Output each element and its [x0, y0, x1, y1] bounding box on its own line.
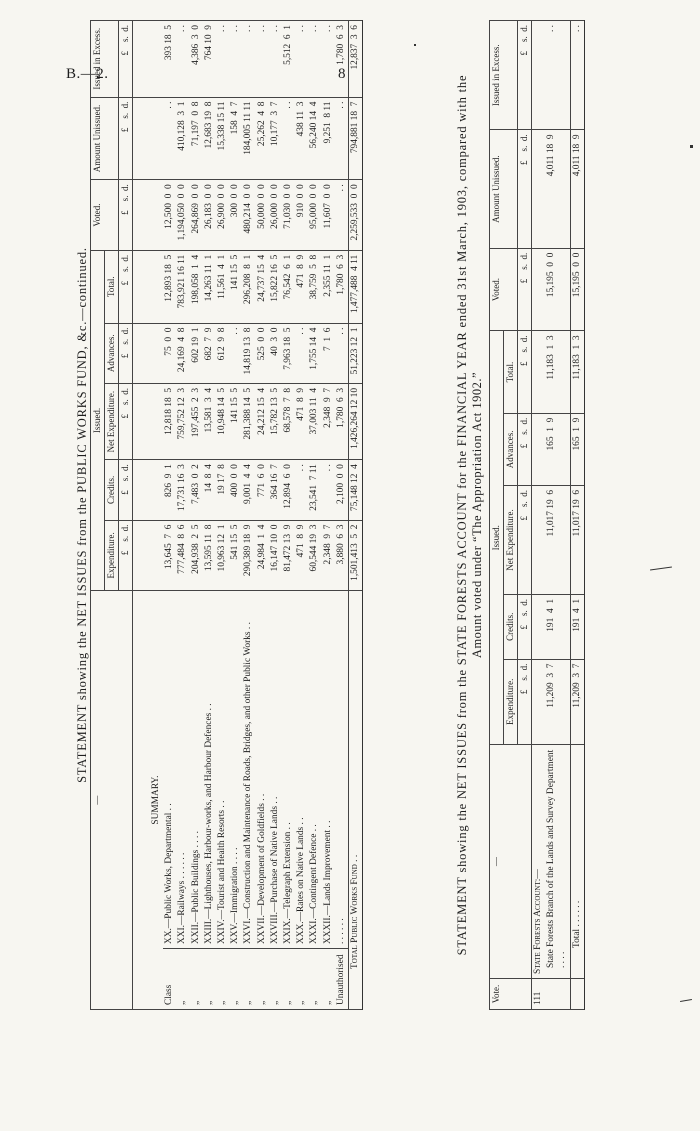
unit-header: £ s. d. — [119, 460, 133, 520]
vote-number: 111 — [532, 979, 571, 1010]
class-cell: „ — [242, 949, 255, 1010]
voted-cell: 910 0 0 — [295, 180, 308, 251]
excess-cell: 5,512 6 1 — [282, 21, 295, 98]
excess-cell: . . — [308, 21, 321, 98]
account-label: State Forests Account:— — [532, 745, 546, 979]
row-description: State Forests Branch of the Lands and Survey Department . . . . — [545, 745, 570, 979]
class-cell: „ — [216, 949, 229, 1010]
net-cell: 13,581 3 4 — [203, 383, 216, 459]
total-cell: 11,561 4 1 — [216, 250, 229, 323]
unit-header: £ s. d. — [518, 659, 532, 744]
excess-cell: . . — [242, 21, 255, 98]
row-description: XXII.—Public Buildings . . . . — [190, 591, 203, 949]
row-description: XXIII.—Lighthouses, Harbour-works, and Harbour Defences . . — [203, 591, 216, 949]
unit-header: £ s. d. — [518, 485, 532, 594]
expenditure-cell: 60,544 19 3 — [308, 520, 321, 591]
total-label: Total Public Works Fund . . — [349, 591, 363, 1010]
total-cell: 38,759 5 8 — [308, 250, 321, 323]
advances-cell: . . — [229, 323, 242, 383]
total-label: Total . . . . . . — [570, 745, 584, 979]
advances-cell: 165 1 9 — [570, 413, 584, 485]
table-row — [308, 21, 321, 1010]
excess-cell: 393 18 5 — [163, 21, 176, 98]
credits-cell: 364 16 7 — [269, 460, 282, 520]
total-header: Total. — [504, 331, 518, 413]
voted-cell: 26,000 0 0 — [269, 180, 282, 251]
voted-cell: 2,259,533 0 0 — [349, 180, 363, 251]
net-cell: 281,388 14 5 — [242, 383, 255, 459]
net-cell: 11,017 19 6 — [570, 485, 584, 594]
blank-header: — — [490, 745, 532, 979]
advances-cell: 602 19 1 — [190, 323, 203, 383]
excess-cell: . . — [176, 21, 189, 98]
net-cell: 759,752 12 3 — [176, 383, 189, 459]
table-row — [242, 21, 255, 1010]
voted-cell: 300 0 0 — [229, 180, 242, 251]
table2-subtitle: Amount voted under “The Appropriation Act 1902.” — [470, 371, 484, 659]
expenditure-header: Expenditure. — [504, 659, 518, 744]
advances-cell: . . — [335, 323, 349, 383]
voted-header: Voted. — [490, 248, 518, 331]
unit-header: £ s. d. — [518, 331, 532, 413]
expenditure-cell: 81,472 13 9 — [282, 520, 295, 591]
credits-cell: 17,731 16 3 — [176, 460, 189, 520]
net-cell: 1,780 6 3 — [335, 383, 349, 459]
advances-cell: 612 9 8 — [216, 323, 229, 383]
credits-cell: 19 17 8 — [216, 460, 229, 520]
unissued-cell: 71,197 0 8 — [190, 97, 203, 180]
voted-header: Voted. — [91, 180, 119, 251]
total-cell: 141 15 5 — [229, 250, 242, 323]
expenditure-cell: 471 8 9 — [295, 520, 308, 591]
unissued-cell: 4,011 18 9 — [545, 130, 570, 248]
class-cell: „ — [203, 949, 216, 1010]
total-cell: 783,921 16 11 — [176, 250, 189, 323]
total-row — [570, 21, 584, 1010]
credits-cell: 7,483 0 2 — [190, 460, 203, 520]
unissued-cell: 25,262 4 8 — [256, 97, 269, 180]
net-cell: 24,212 15 4 — [256, 383, 269, 459]
unit-header: £ s. d. — [518, 594, 532, 659]
unit-header: £ s. d. — [119, 520, 133, 591]
net-cell: 15,782 13 5 — [269, 383, 282, 459]
excess-cell: . . — [256, 21, 269, 98]
unit-header: £ s. d. — [119, 323, 133, 383]
credits-cell: 14 8 4 — [203, 460, 216, 520]
unissued-cell: . . — [163, 97, 176, 180]
expenditure-cell: 10,963 12 1 — [216, 520, 229, 591]
scan-mark — [414, 44, 416, 46]
voted-cell: 50,000 0 0 — [256, 180, 269, 251]
credits-header: Credits. — [504, 594, 518, 659]
expenditure-cell: 11,209 3 7 — [570, 659, 584, 744]
unit-header: £ s. d. — [518, 413, 532, 485]
expenditure-cell: 2,348 9 7 — [322, 520, 335, 591]
total-cell: 14,263 11 1 — [203, 250, 216, 323]
total-row — [349, 21, 363, 1010]
voted-cell: 26,183 0 0 — [203, 180, 216, 251]
row-description: XXVII.—Development of Goldfields . . — [256, 591, 269, 949]
unissued-cell: 158 4 7 — [229, 97, 242, 180]
excess-cell: . . — [545, 21, 570, 130]
net-header: Net Expenditure. — [105, 383, 119, 459]
row-description: XX.—Public Works, Departmental . . — [163, 591, 176, 949]
row-description: XXIV.—Tourist and Health Resorts . . — [216, 591, 229, 949]
advances-cell: 24,169 4 8 — [176, 323, 189, 383]
public-works-statement — [75, 20, 445, 1010]
unissued-cell: 4,011 18 9 — [570, 130, 584, 248]
unit-header: £ s. d. — [119, 97, 133, 180]
credits-cell: . . — [295, 460, 308, 520]
total-cell: 296,208 8 1 — [242, 250, 255, 323]
credits-cell: 12,894 6 0 — [282, 460, 295, 520]
row-description: XXXI.—Contingent Defence . . — [308, 591, 321, 949]
unit-header: £ s. d. — [518, 21, 532, 130]
table-row — [295, 21, 308, 1010]
class-cell: Class — [163, 949, 176, 1010]
unit-header: £ s. d. — [518, 248, 532, 331]
scan-mark — [690, 145, 693, 148]
expenditure-cell: 16,147 10 0 — [269, 520, 282, 591]
advances-cell: 682 7 9 — [203, 323, 216, 383]
unit-header: £ s. d. — [119, 180, 133, 251]
row-description: XXV.—Immigration . . . . — [229, 591, 242, 949]
total-cell: 76,542 6 1 — [282, 250, 295, 323]
table-row — [335, 21, 349, 1010]
credits-cell: . . — [322, 460, 335, 520]
class-cell: „ — [322, 949, 335, 1010]
net-cell: 141 15 5 — [229, 383, 242, 459]
advances-cell: 1,755 14 4 — [308, 323, 321, 383]
voted-cell: 15,195 0 0 — [570, 248, 584, 331]
table-row — [216, 21, 229, 1010]
unissued-header: Amount Unissued. — [490, 130, 518, 248]
table-row — [229, 21, 242, 1010]
expenditure-header: Expenditure. — [105, 520, 119, 591]
unissued-cell: 794,881 18 7 — [349, 97, 363, 180]
unissued-cell: 410,128 3 1 — [176, 97, 189, 180]
vote-header: Vote. — [490, 979, 532, 1010]
class-cell: „ — [229, 949, 242, 1010]
unissued-cell: 9,251 8 11 — [322, 97, 335, 180]
table-row — [269, 21, 282, 1010]
excess-cell: 1,780 6 3 — [335, 21, 349, 98]
unissued-cell: 10,177 3 7 — [269, 97, 282, 180]
voted-cell: 15,195 0 0 — [545, 248, 570, 331]
expenditure-cell: 204,938 2 5 — [190, 520, 203, 591]
table-row — [163, 21, 176, 1010]
row-description: XXIX.—Telegraph Extension . . — [282, 591, 295, 949]
unit-header: £ s. d. — [119, 21, 133, 98]
unissued-cell: . . — [282, 97, 295, 180]
advances-cell: 525 0 0 — [256, 323, 269, 383]
row-description: XXXII.—Lands Improvement . . — [322, 591, 335, 949]
public-works-table — [90, 20, 363, 1010]
row-description: XXX.—Rates on Native Lands . . — [295, 591, 308, 949]
net-cell: 471 8 9 — [295, 383, 308, 459]
unit-header: £ s. d. — [119, 383, 133, 459]
credits-cell: 23,541 7 11 — [308, 460, 321, 520]
voted-cell: 1,194,050 0 0 — [176, 180, 189, 251]
net-cell: 68,578 7 8 — [282, 383, 295, 459]
voted-cell: 264,869 0 0 — [190, 180, 203, 251]
table-row — [203, 21, 216, 1010]
advances-cell: 51,223 12 1 — [349, 323, 363, 383]
expenditure-cell: 24,984 1 4 — [256, 520, 269, 591]
expenditure-cell: 11,209 3 7 — [545, 659, 570, 744]
total-cell: 198,058 1 4 — [190, 250, 203, 323]
expenditure-cell: 3,880 6 3 — [335, 520, 349, 591]
voted-cell: 26,900 0 0 — [216, 180, 229, 251]
total-cell: 1,477,488 4 11 — [349, 250, 363, 323]
excess-cell: 12,837 3 6 — [349, 21, 363, 98]
class-cell: „ — [176, 949, 189, 1010]
advances-cell: 14,819 13 8 — [242, 323, 255, 383]
unit-header: £ s. d. — [119, 250, 133, 323]
expenditure-cell: 777,484 8 6 — [176, 520, 189, 591]
total-cell: 11,183 1 3 — [545, 331, 570, 413]
row-description: XXVIII.—Purchase of Native Lands . . — [269, 591, 282, 949]
advances-header: Advances. — [504, 413, 518, 485]
net-cell: 12,818 18 5 — [163, 383, 176, 459]
total-cell: 15,822 16 5 — [269, 250, 282, 323]
advances-cell: 7 1 6 — [322, 323, 335, 383]
total-cell: 11,183 1 3 — [570, 331, 584, 413]
advances-cell: . . — [295, 323, 308, 383]
expenditure-cell: 13,645 7 6 — [163, 520, 176, 591]
voted-cell: 71,030 0 0 — [282, 180, 295, 251]
excess-cell: 764 10 9 — [203, 21, 216, 98]
total-cell: 471 8 9 — [295, 250, 308, 323]
net-cell: 10,948 14 5 — [216, 383, 229, 459]
credits-cell: 191 4 1 — [570, 594, 584, 659]
state-forests-statement — [455, 20, 680, 1010]
blank-header: — — [91, 591, 133, 1010]
table1-title: STATEMENT showing the NET ISSUES from the PUBLIC WORKS FUND, &c.—continued. — [75, 247, 89, 783]
unit-header: £ s. d. — [518, 130, 532, 248]
class-cell: „ — [190, 949, 203, 1010]
unissued-cell: . . — [335, 97, 349, 180]
excess-cell: . . — [269, 21, 282, 98]
voted-cell: 12,500 0 0 — [163, 180, 176, 251]
credits-cell: 9,001 4 4 — [242, 460, 255, 520]
excess-header: Issued in Excess. — [91, 21, 119, 98]
class-cell: Unauthorised — [335, 949, 349, 1010]
excess-header: Issued in Excess. — [490, 21, 518, 130]
unissued-cell: 56,240 14 4 — [308, 97, 321, 180]
net-header: Net Expenditure. — [504, 485, 518, 594]
issued-header: Issued. — [91, 250, 105, 590]
table-row — [256, 21, 269, 1010]
total-cell: 1,780 6 3 — [335, 250, 349, 323]
state-forests-table — [489, 20, 585, 1010]
advances-cell: 7,963 18 5 — [282, 323, 295, 383]
voted-cell: 480,214 0 0 — [242, 180, 255, 251]
total-cell: 2,355 11 1 — [322, 250, 335, 323]
unissued-cell: 12,683 19 8 — [203, 97, 216, 180]
voted-cell: 95,000 0 0 — [308, 180, 321, 251]
credits-cell: 771 6 0 — [256, 460, 269, 520]
expenditure-cell: 1,501,413 5 2 — [349, 520, 363, 591]
table-row — [176, 21, 189, 1010]
expenditure-cell: 13,595 11 8 — [203, 520, 216, 591]
advances-header: Advances. — [105, 323, 119, 383]
credits-cell: 191 4 1 — [545, 594, 570, 659]
table-row — [190, 21, 203, 1010]
excess-cell: . . — [295, 21, 308, 98]
class-cell: „ — [282, 949, 295, 1010]
advances-cell: 165 1 9 — [545, 413, 570, 485]
voted-cell: 11,607 0 0 — [322, 180, 335, 251]
row-description: . . . . . . — [335, 591, 349, 949]
row-description: XXVI.—Construction and Maintenance of Roads, Bridges, and other Public Works . . — [242, 591, 255, 949]
total-header: Total. — [105, 250, 119, 323]
unissued-cell: 184,005 11 11 — [242, 97, 255, 180]
net-cell: 197,455 2 3 — [190, 383, 203, 459]
table-row — [282, 21, 295, 1010]
row-description: XXI.—Railways . . . . . . — [176, 591, 189, 949]
page-reference: B.—2. — [66, 66, 109, 82]
credits-cell: 826 9 1 — [163, 460, 176, 520]
excess-cell: . . — [322, 21, 335, 98]
voted-cell: . . — [335, 180, 349, 251]
advances-cell: 75 0 0 — [163, 323, 176, 383]
net-cell: 2,348 9 7 — [322, 383, 335, 459]
total-cell: 12,893 18 5 — [163, 250, 176, 323]
net-cell: 1,426,264 12 10 — [349, 383, 363, 459]
table2-title: STATEMENT showing the NET ISSUES from the STATE FORESTS ACCOUNT for the FINANCIAL YEAR ended 31st March, 1903, compared with the — [455, 74, 469, 956]
class-cell: „ — [269, 949, 282, 1010]
scan-mark — [680, 999, 692, 1002]
expenditure-cell: 290,389 18 9 — [242, 520, 255, 591]
excess-cell: 4,386 3 0 — [190, 21, 203, 98]
unissued-cell: 15,338 15 11 — [216, 97, 229, 180]
excess-cell: . . — [229, 21, 242, 98]
table-row — [322, 21, 335, 1010]
summary-label: SUMMARY. — [133, 591, 164, 1010]
class-cell: „ — [256, 949, 269, 1010]
excess-cell: . . — [570, 21, 584, 130]
unissued-cell: 438 11 3 — [295, 97, 308, 180]
expenditure-cell: 541 15 5 — [229, 520, 242, 591]
total-cell: 24,737 15 4 — [256, 250, 269, 323]
credits-cell: 400 0 0 — [229, 460, 242, 520]
advances-cell: 40 3 0 — [269, 323, 282, 383]
credits-cell: 2,100 0 0 — [335, 460, 349, 520]
net-cell: 37,003 11 4 — [308, 383, 321, 459]
table-row — [545, 21, 570, 1010]
excess-cell: . . — [216, 21, 229, 98]
net-cell: 11,017 19 6 — [545, 485, 570, 594]
issued-header: Issued. — [490, 331, 504, 745]
unissued-header: Amount Unissued. — [91, 97, 119, 180]
class-cell: „ — [308, 949, 321, 1010]
class-cell: „ — [295, 949, 308, 1010]
credits-header: Credits. — [105, 460, 119, 520]
credits-cell: 75,148 12 4 — [349, 460, 363, 520]
page-number: 8 — [338, 66, 346, 82]
